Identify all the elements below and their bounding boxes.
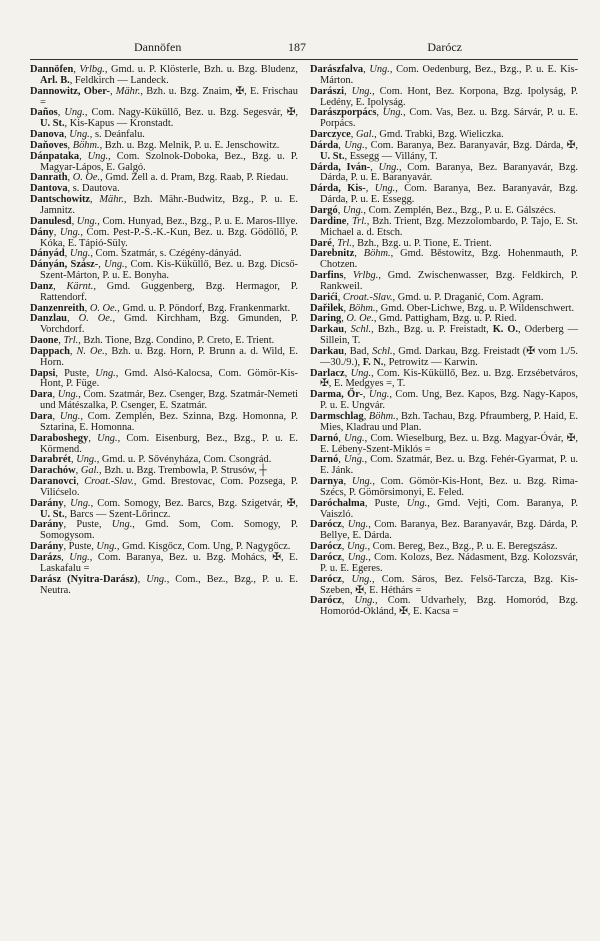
- right_column-entry: Dargó, Ung., Com. Zemplén, Bez., Bzg., P. u. E. Gálszécs.: [310, 204, 556, 216]
- header-right-keyword: Darócz: [427, 40, 462, 54]
- left_column-entry: Dapsi, Puste, Ung., Gmd. Alsó-Kalocsa, Com. Gömör-Kis-Hont, P. Füge.: [30, 367, 298, 390]
- right_column-entry: Darócz, Ung., Com. Udvarhely, Bzg. Homoród, Bzg. Homoród-Oklánd, ✠, E. Kacsa =: [310, 595, 578, 618]
- left_column-entry: Dantova, s. Dautova.: [30, 183, 120, 195]
- left_column-entry: Danzlau, O. Oe., Gmd. Kirchham, Bzg. Gmunden, P. Vorchdorf.: [30, 313, 298, 336]
- left_column-entry: Danrath, O. Oe., Gmd. Zell a. d. Pram, Bzg. Raab, P. Riedau.: [30, 172, 289, 184]
- right_column-entry: Darlacz, Ung., Com. Kis-Küküllő, Bez. u. Bzg. Erzsébetváros, ✠, E. Medgyes =, T.: [310, 367, 578, 390]
- page-number: 187: [288, 40, 306, 54]
- left-column: [30, 65, 298, 596]
- right_column-entry: Dařilek, Böhm., Gmd. Ober-Lichwe, Bzg. u. P. Wildenschwert.: [310, 302, 575, 314]
- right_column-entry: Darma, Őr-, Ung., Com. Ung, Bez. Kapos, Bzg. Nagy-Kapos, P. u. E. Ungvár.: [310, 389, 578, 412]
- left_column-entry: Daños, Ung., Com. Nagy-Küküllő, Bez. u. Bzg. Segesvár, ✠, U. St., Kis-Kapus — Kronstadt.: [30, 107, 298, 130]
- left_column-entry: Darázs, Ung., Com. Baranya, Bez. u. Bzg. Mohács, ✠, E. Laskafalu =: [30, 551, 298, 574]
- left_column-entry: Daraboshegy, Ung., Com. Eisenburg, Bez., Bzg., P. u. E. Körmend.: [30, 432, 298, 455]
- left_column-entry: Daranovci, Croat.-Slav., Gmd. Brestovac, Com. Pozsega, P. Vilićselo.: [30, 476, 298, 498]
- right_column-entry: Darebnitz, Böhm., Gmd. Běstowitz, Bzg. Hohenmauth, P. Chotzen.: [310, 248, 578, 271]
- right_column-entry: Dárda, Iván-, Ung., Com. Baranya, Bez. Baranyavár, Bzg. Dárda, P. u. E. Baranyavár.: [310, 161, 578, 184]
- right_column-entry: Darócz, Ung., Com. Baranya, Bez. Baranyavár, Bzg. Dárda, P. Bellye, E. Dárda.: [310, 519, 578, 542]
- right_column-entry: Dárda, Ung., Com. Baranya, Bez. Baranyavár, Bzg. Dárda, ✠, U. St., Essegg — Villány, T.: [310, 139, 578, 162]
- left_column-entry: Dannöfen, Vrlbg., Gmd. u. P. Klösterle, Bzh. u. Bzg. Bludenz, Arl. B., Feldkirch — Landeck.: [30, 64, 298, 86]
- right_column-entry: Daring, O. Oe., Gmd. Pattigham, Bzg. u. P. Ried.: [310, 313, 517, 325]
- right_column-entry: Darászi, Ung., Com. Hont, Bez. Korpona, Bzg. Ipolyság, P. Ledény, E. Ipolyság.: [310, 85, 578, 108]
- left_column-entry: Darász (Nyitra-Darász), Ung., Com., Bez., Bzg., P. u. E. Neutra.: [30, 573, 298, 596]
- left_column-entry: Danulesd, Ung., Com. Hunyad, Bez., Bzg., P. u. E. Maros-Illye.: [30, 215, 298, 227]
- right_column-entry: Darmschlag, Böhm., Bzh. Tachau, Bzg. Pfraumberg, P. Haid, E. Mies, Kladrau und Plan.: [310, 411, 578, 433]
- left_column-entry: Dannowitz, Ober-, Mähr., Bzh. u. Bzg. Znaim, ✠, E. Frischau =: [30, 85, 298, 108]
- left_column-entry: Daone, Trl., Bzh. Tione, Bzg. Condino, P. Creto, E. Trient.: [30, 335, 275, 347]
- left_column-entry: Dantschowitz, Mähr., Bzh. Mähr.-Budwitz, Bzg., P. u. E. Jamnitz.: [30, 194, 298, 216]
- left_column-entry: Dappach, N. Oe., Bzh. u. Bzg. Horn, P. Brunn a. d. Wild, E. Horn.: [30, 345, 298, 368]
- page-header: [30, 40, 578, 58]
- left_column-entry: Darabrét, Ung., Gmd. u. P. Sővényháza, Com. Csongrád.: [30, 454, 272, 466]
- left_column-entry: Darachów, Gal., Bzh. u. Bzg. Trembowla, P. Strusów, ┼: [30, 465, 267, 477]
- left_column-entry: Danz, Kärnt., Gmd. Guggenberg, Bzg. Hermagor, P. Rattendorf.: [30, 280, 298, 303]
- left_column-entry: Dány, Ung., Com. Pest-P.-S.-K.-Kun, Bez. u. Bzg. Gödöllő, P. Kóka, E. Tápió-Süly.: [30, 226, 298, 249]
- left_column-entry: Dányád, Ung., Com. Szatmár, s. Czégény-dányád.: [30, 248, 242, 260]
- left_column-entry: Dara, Ung., Com. Szatmár, Bez. Csenger, Bzg. Szatmár-Nemeti und Mátészalka, P. Csenger, E. Szatmár.: [30, 389, 298, 412]
- entry-columns: [30, 65, 578, 933]
- right_column-entry: Darócz, Ung., Com. Bereg, Bez., Bzg., P. u. E. Beregszász.: [310, 541, 558, 553]
- left_column-entry: Dányán, Szász-, Ung., Com. Kis-Küküllő, Bez. u. Bzg. Dicső-Szent-Márton, P. u. E. Bonyha.: [30, 259, 298, 282]
- left_column-entry: Darány, Puste, Ung., Gmd. Kisgőcz, Com. Ung, P. Nagygőcz.: [30, 541, 291, 553]
- right_column-entry: Darnya, Ung., Com. Gömör-Kis-Hont, Bez. u. Bzg. Rima-Szécs, P. Gömörsimonyi, E. Feled.: [310, 476, 578, 498]
- right_column-entry: Darkau, Schl., Bzh., Bzg. u. P. Freistadt, K. O., Oderberg — Sillein, T.: [310, 324, 578, 347]
- right_column-entry: Dardine, Trl., Bzh. Trient, Bzg. Mezzolombardo, P. Tajo, E. St. Michael a. d. Etsch.: [310, 215, 579, 238]
- right_column-entry: Darászfalva, Ung., Com. Oedenburg, Bez., Bzg., P. u. E. Kis-Márton.: [310, 64, 578, 86]
- left_column-entry: Dánpataka, Ung., Com. Szolnok-Doboka, Bez., Bzg. u. P. Magyar-Lápos, E. Galgó.: [30, 150, 298, 173]
- header-left-keyword: Dannöfen: [134, 40, 182, 54]
- right_column-entry: Darczyce, Gal., Gmd. Trabki, Bzg. Wieliczka.: [310, 129, 504, 141]
- right_column-entry: Darkau, Bad, Schl., Gmd. Darkau, Bzg. Freistadt (✠ vom 1./5.—30./9.), F. N., Petrowitz — Karwin.: [310, 345, 578, 368]
- right_column-entry: Darászporpács, Ung., Com. Vas, Bez. u. Bzg. Sárvár, P. u. E. Porpács.: [310, 107, 579, 130]
- left_column-entry: Darány, Ung., Com. Somogy, Bez. Barcs, Bzg. Szigetvár, ✠, U. St., Barcs — Szent-Lőrincz.: [30, 497, 299, 520]
- left_column-entry: Daňoves, Böhm., Bzh. u. Bzg. Melnik, P. u. E. Jenschowitz.: [30, 139, 280, 151]
- right_column-entry: Darfins, Vrlbg., Gmd. Zwischenwasser, Bzg. Feldkirch, P. Rankweil.: [310, 270, 579, 292]
- right_column-entry: Darnó, Ung., Com. Wieselburg, Bez. u. Bzg. Magyar-Óvár, ✠, E. Lébeny-Szent-Miklós =: [310, 432, 578, 455]
- right_column-entry: Daré, Trl., Bzh., Bzg. u. P. Tione, E. Trient.: [310, 237, 492, 249]
- header-rule: [30, 59, 578, 60]
- left_column-entry: Danova, Ung., s. Deánfalu.: [30, 129, 145, 141]
- right_column-entry: Darócz, Ung., Com. Sáros, Bez. Felső-Tarcza, Bzg. Kis-Szeben, ✠, E. Héthárs =: [310, 573, 578, 596]
- left_column-entry: Darány, Puste, Ung., Gmd. Som, Com. Somogy, P. Somogysom.: [30, 519, 298, 542]
- left_column-entry: Danzenreith, O. Oe., Gmd. u. P. Pöndorf, Bzg. Frankenmarkt.: [30, 302, 291, 314]
- right_column-entry: Dárda, Kis-, Ung., Com. Baranya, Bez. Baranyavár, Bzg. Dárda, P. u. E. Essegg.: [310, 183, 578, 206]
- right_column-entry: Darići, Croat.-Slav., Gmd. u. P. Draganić, Com. Agram.: [310, 291, 544, 303]
- right_column-entry: Darócz, Ung., Com. Kolozs, Bez. Nádasment, Bzg. Kolozsvár, P. u. E. Egeres.: [310, 551, 578, 574]
- right-column: [310, 65, 578, 618]
- right_column-entry: Daróchalma, Puste, Ung., Gmd. Vejti, Com. Baranya, P. Vaiszló.: [310, 497, 578, 520]
- right_column-entry: Darnó, Ung., Com. Szatmár, Bez. u. Bzg. Fehér-Gyarmat, P. u. E. Jánk.: [310, 454, 578, 477]
- left_column-entry: Dara, Ung., Com. Zemplén, Bez. Szinna, Bzg. Homonna, P. Sztarina, E. Homonna.: [30, 411, 298, 433]
